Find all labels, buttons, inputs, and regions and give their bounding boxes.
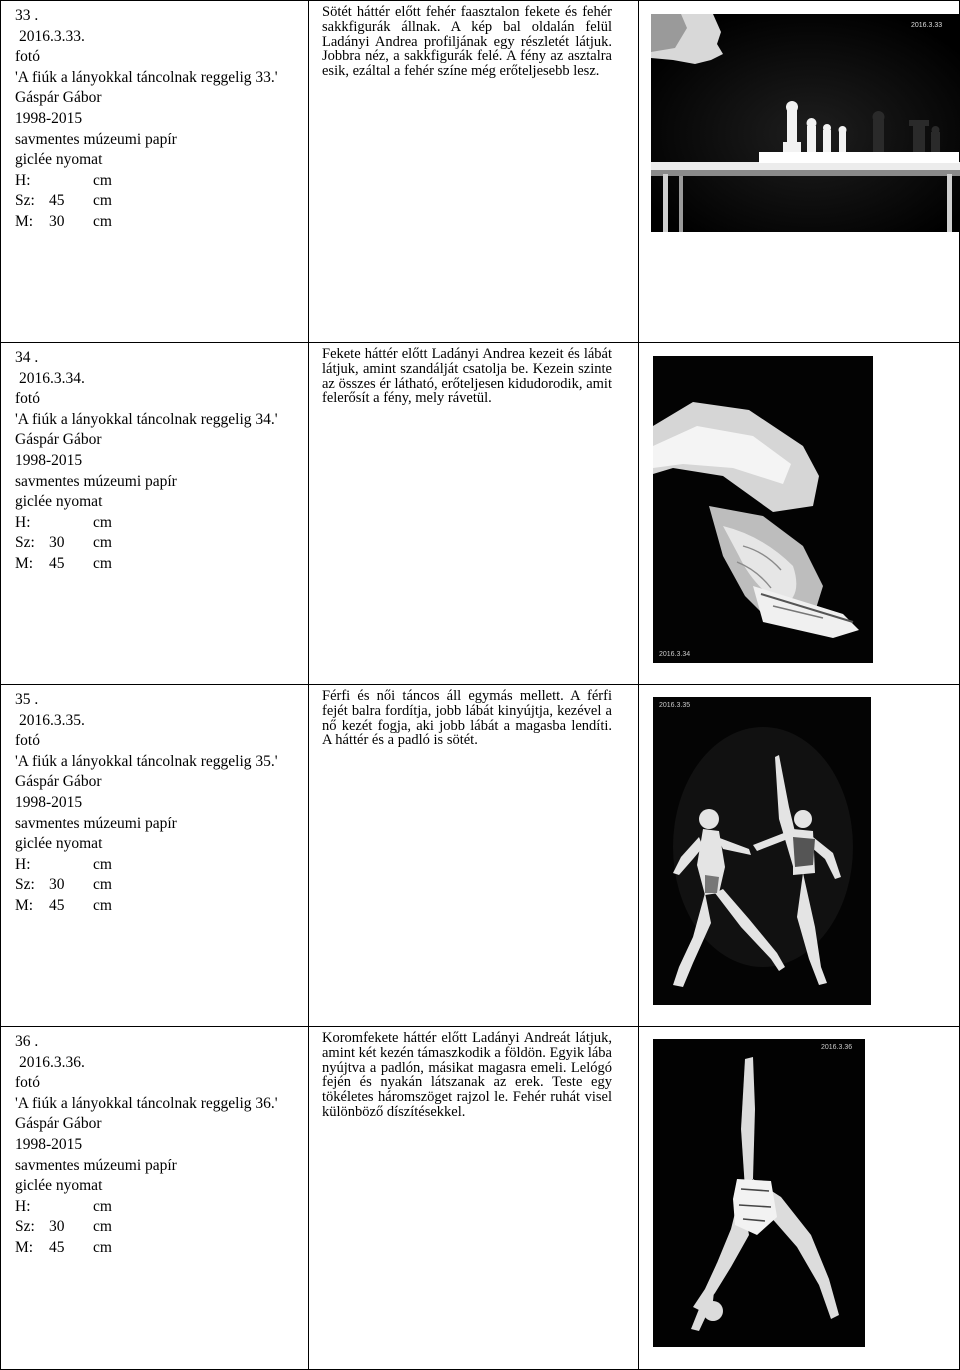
paper-material: savmentes múzeumi papír [15, 472, 177, 490]
height-value [49, 171, 93, 192]
years: 1998-2015 [15, 109, 83, 127]
depth-unit: cm [93, 1238, 112, 1256]
depth-label: M: [15, 896, 34, 914]
entry-description: Koromfekete háttér előtt Ladányi Andreát látjuk, amint két kezén támaszkodik a földön. Egyik lába nyújtva a padlón, másikat magasra emeli. Lelógó fején és nyakán látszanak az erek. Teste egy tökéletes háromszöget rajzol le. Fehér ruhát visel különböző díszítésekkel. [322, 1030, 612, 1120]
object-title: 'A fiúk a lányokkal táncolnak reggelig 34.' [15, 410, 278, 428]
height-value [49, 855, 93, 876]
object-type: fotó [15, 732, 40, 750]
width-value: 30 [49, 1218, 65, 1236]
author: Gáspár Gábor [15, 773, 102, 791]
catalog-entry [1, 685, 960, 1027]
years: 1998-2015 [15, 1135, 83, 1153]
inventory-code: 2016.3.35. [19, 711, 85, 729]
catalog-entry [1, 1027, 960, 1370]
depth-value: 45 [49, 1238, 65, 1256]
width-label: Sz: [15, 192, 35, 210]
catalog-entry [1, 1, 960, 343]
height-unit: cm [93, 513, 112, 531]
object-title: 'A fiúk a lányokkal táncolnak reggelig 33.' [15, 68, 278, 86]
inventory-code: 2016.3.34. [19, 369, 85, 387]
depth-row [15, 896, 308, 917]
height-row [15, 1197, 308, 1218]
height-row [15, 855, 308, 876]
height-row [15, 513, 308, 534]
entry-number: 36 . [15, 1033, 39, 1050]
depth-unit: cm [93, 554, 112, 572]
width-value: 45 [49, 192, 65, 210]
author: Gáspár Gábor [15, 1115, 102, 1133]
entry-metadata [1, 343, 309, 685]
depth-unit: cm [93, 212, 112, 230]
entry-number: 34 . [15, 349, 39, 366]
height-unit: cm [93, 171, 112, 189]
catalog-entry [1, 343, 960, 685]
object-title: 'A fiúk a lányokkal táncolnak reggelig 36.' [15, 1094, 278, 1112]
width-value: 30 [49, 876, 65, 894]
height-unit: cm [93, 855, 112, 873]
paper-material: savmentes múzeumi papír [15, 814, 177, 832]
width-label: Sz: [15, 534, 35, 552]
author: Gáspár Gábor [15, 89, 102, 107]
entry-description: Fekete háttér előtt Ladányi Andrea kezeit és lábát látjuk, amint szandálját csatolja be. Kezein szinte az összes ér látható, erőteljesen kidudorodik, amit felerősít a fény, mely rávetül. [322, 346, 612, 407]
years: 1998-2015 [15, 793, 83, 811]
depth-value: 45 [49, 554, 65, 572]
entry-photo-cell [639, 685, 960, 1027]
years: 1998-2015 [15, 451, 83, 469]
depth-value: 45 [49, 896, 65, 914]
inventory-code: 2016.3.33. [19, 27, 85, 45]
object-type: fotó [15, 48, 40, 66]
chess-photo-icon [651, 14, 960, 232]
entry-description-cell [309, 343, 639, 685]
depth-label: M: [15, 554, 34, 572]
entry-number: 35 . [15, 691, 39, 708]
photo-stamp: 2016.3.36 [821, 1044, 853, 1051]
depth-row [15, 212, 308, 233]
entry-photo-cell [639, 343, 960, 685]
width-unit: cm [93, 534, 112, 552]
entry-metadata [1, 1027, 309, 1370]
height-label: H: [15, 513, 31, 531]
entry-photo-cell [639, 1, 960, 343]
object-title: 'A fiúk a lányokkal táncolnak reggelig 35.' [15, 752, 278, 770]
print-technique: giclée nyomat [15, 493, 103, 511]
entry-description-cell [309, 1, 639, 343]
depth-unit: cm [93, 896, 112, 914]
height-row [15, 171, 308, 192]
height-label: H: [15, 1197, 31, 1215]
width-label: Sz: [15, 1218, 35, 1236]
width-value: 30 [49, 534, 65, 552]
width-row [15, 191, 308, 212]
width-unit: cm [93, 876, 112, 894]
entry-description: Férfi és női táncos áll egymás mellett. A férfi fejét balra fordítja, jobb lábát kinyújtja, kezével a nő kezét fogja, aki jobb lábát a magasba lendíti. A háttér és a padló is sötét. [322, 688, 612, 749]
depth-value: 30 [49, 212, 65, 230]
author: Gáspár Gábor [15, 431, 102, 449]
height-unit: cm [93, 1197, 112, 1215]
dancers-photo-icon [653, 697, 871, 1005]
handstand-photo-icon [653, 1039, 865, 1347]
entry-description-cell [309, 1027, 639, 1370]
width-row [15, 533, 308, 554]
photo-stamp: 2016.3.35 [659, 702, 691, 709]
depth-label: M: [15, 1238, 34, 1256]
width-unit: cm [93, 192, 112, 210]
sandal-hands-photo-icon [653, 356, 873, 663]
object-type: fotó [15, 1074, 40, 1092]
height-value [49, 513, 93, 534]
width-row [15, 875, 308, 896]
entry-number: 33 . [15, 7, 39, 24]
object-type: fotó [15, 390, 40, 408]
entry-description: Sötét háttér előtt fehér faasztalon fekete és fehér sakkfigurák állnak. A kép bal oldalán felül Ladányi Andrea profiljának egy részletét látjuk. Jobbra néz, a sakkfigurák felé. A fény az asztalra esik, ezáltal a fehér színe még erőteljesebb lesz. [322, 4, 612, 80]
width-row [15, 1217, 308, 1238]
depth-label: M: [15, 212, 34, 230]
paper-material: savmentes múzeumi papír [15, 130, 177, 148]
width-label: Sz: [15, 876, 35, 894]
height-label: H: [15, 855, 31, 873]
print-technique: giclée nyomat [15, 151, 103, 169]
entry-metadata [1, 685, 309, 1027]
height-label: H: [15, 171, 31, 189]
depth-row [15, 554, 308, 575]
entry-photo-cell [639, 1027, 960, 1370]
print-technique: giclée nyomat [15, 835, 103, 853]
depth-row [15, 1238, 308, 1259]
width-unit: cm [93, 1218, 112, 1236]
photo-stamp: 2016.3.33 [911, 22, 943, 29]
paper-material: savmentes múzeumi papír [15, 1156, 177, 1174]
height-value [49, 1197, 93, 1218]
entry-metadata [1, 1, 309, 343]
inventory-code: 2016.3.36. [19, 1053, 85, 1071]
print-technique: giclée nyomat [15, 1177, 103, 1195]
photo-stamp: 2016.3.34 [659, 651, 691, 658]
entry-description-cell [309, 685, 639, 1027]
